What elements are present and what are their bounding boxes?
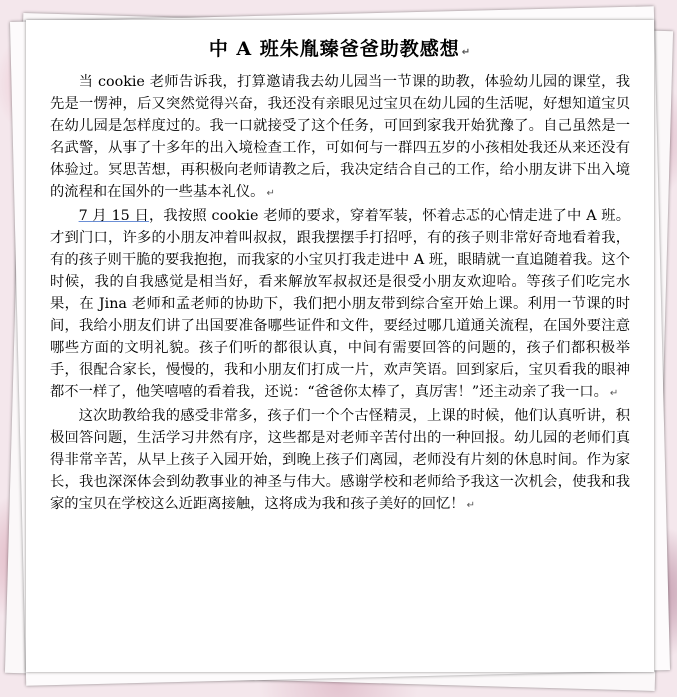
paragraph-3: [50, 405, 630, 517]
title-text: 中 A 班朱胤臻爸爸助教感想: [208, 38, 460, 60]
document-body: [50, 36, 630, 517]
paragraph-1-text: 当 cookie 老师告诉我，打算邀请我去幼儿园当一节课的助教，体验幼儿园的课堂，我先是一愣神，后又突然觉得兴奋，我还没有亲眼见过宝贝在幼儿园的生活呢，好想知道宝贝在幼儿园是怎样度过的。我一口就接受了这个任务，可回到家我开始犹豫了。自己虽然是一名武警，从事了十多年的出入境检查工作，可如何与一群四五岁的小孩相处我还从来还没有体验过。冥思苦想，再积极向老师请教之后，我决定结合自己的工作，给小朋友讲下出入境的流程和在国外的一些基本礼仪。: [50, 74, 630, 200]
paragraph-mark-icon: ↵: [609, 388, 619, 399]
paragraph-2-text: ，我按照 cookie 老师的要求，穿着军装，怀着忐忑的心情走进了中 A 班。才到门口，许多的小朋友冲着叫叔叔，跟我摆摆手打招呼，有的孩子则非常好奇地看着我，有的孩子则干脆的要我抱抱，而我家的小宝贝打我走进中 A 班，眼睛就一直追随着我。这个时候，我的自我感觉是相当好，看来解放军叔叔还是很受小朋友欢迎哈。等孩子们吃完水果，在 Jina 老师和孟老师的协助下，我们把小朋友带到综合室开始上课。利用一节课的时间，我给小朋友们讲了出国要准备哪些证件和文件，要经过哪几道通关流程，在国外要注意哪些方面的文明礼貌。孩子们听的都很认真，中间有需要回答的问题的，孩子们都积极举手，很配合家长，慢慢的，我和小朋友们打成一片，欢声笑语。回到家后，宝贝看我的眼神都不一样了，他笑嘻嘻的看着我，还说：“爸爸你太棒了，真厉害！”还主动亲了我一口。: [50, 208, 631, 400]
paragraph-1: [50, 71, 630, 205]
paragraph-2: [50, 205, 630, 405]
paragraph-mark-icon: ↵: [461, 47, 472, 58]
paragraph-mark-icon: ↵: [266, 188, 275, 199]
paragraph-mark-icon: ↵: [466, 500, 475, 511]
document-title: [50, 36, 630, 66]
date-underlined-text: 7 月 15 日: [78, 208, 149, 224]
paragraph-3-text: 这次助教给我的感受非常多，孩子们一个个古怪精灵，上课的时候，他们认真听讲，积极回答问题，生活学习井然有序，这些都是对老师辛苦付出的一种回报。幼儿园的老师们真得非常辛苦，从早上孩子入园开始，到晚上孩子们离园，老师没有片刻的休息时间。作为家长，我也深深体会到幼教事业的神圣与伟大。感谢学校和老师给予我这一次机会，使我和我家的宝贝在学校这么近距离接触，这将成为我和孩子美好的回忆！: [50, 408, 630, 512]
